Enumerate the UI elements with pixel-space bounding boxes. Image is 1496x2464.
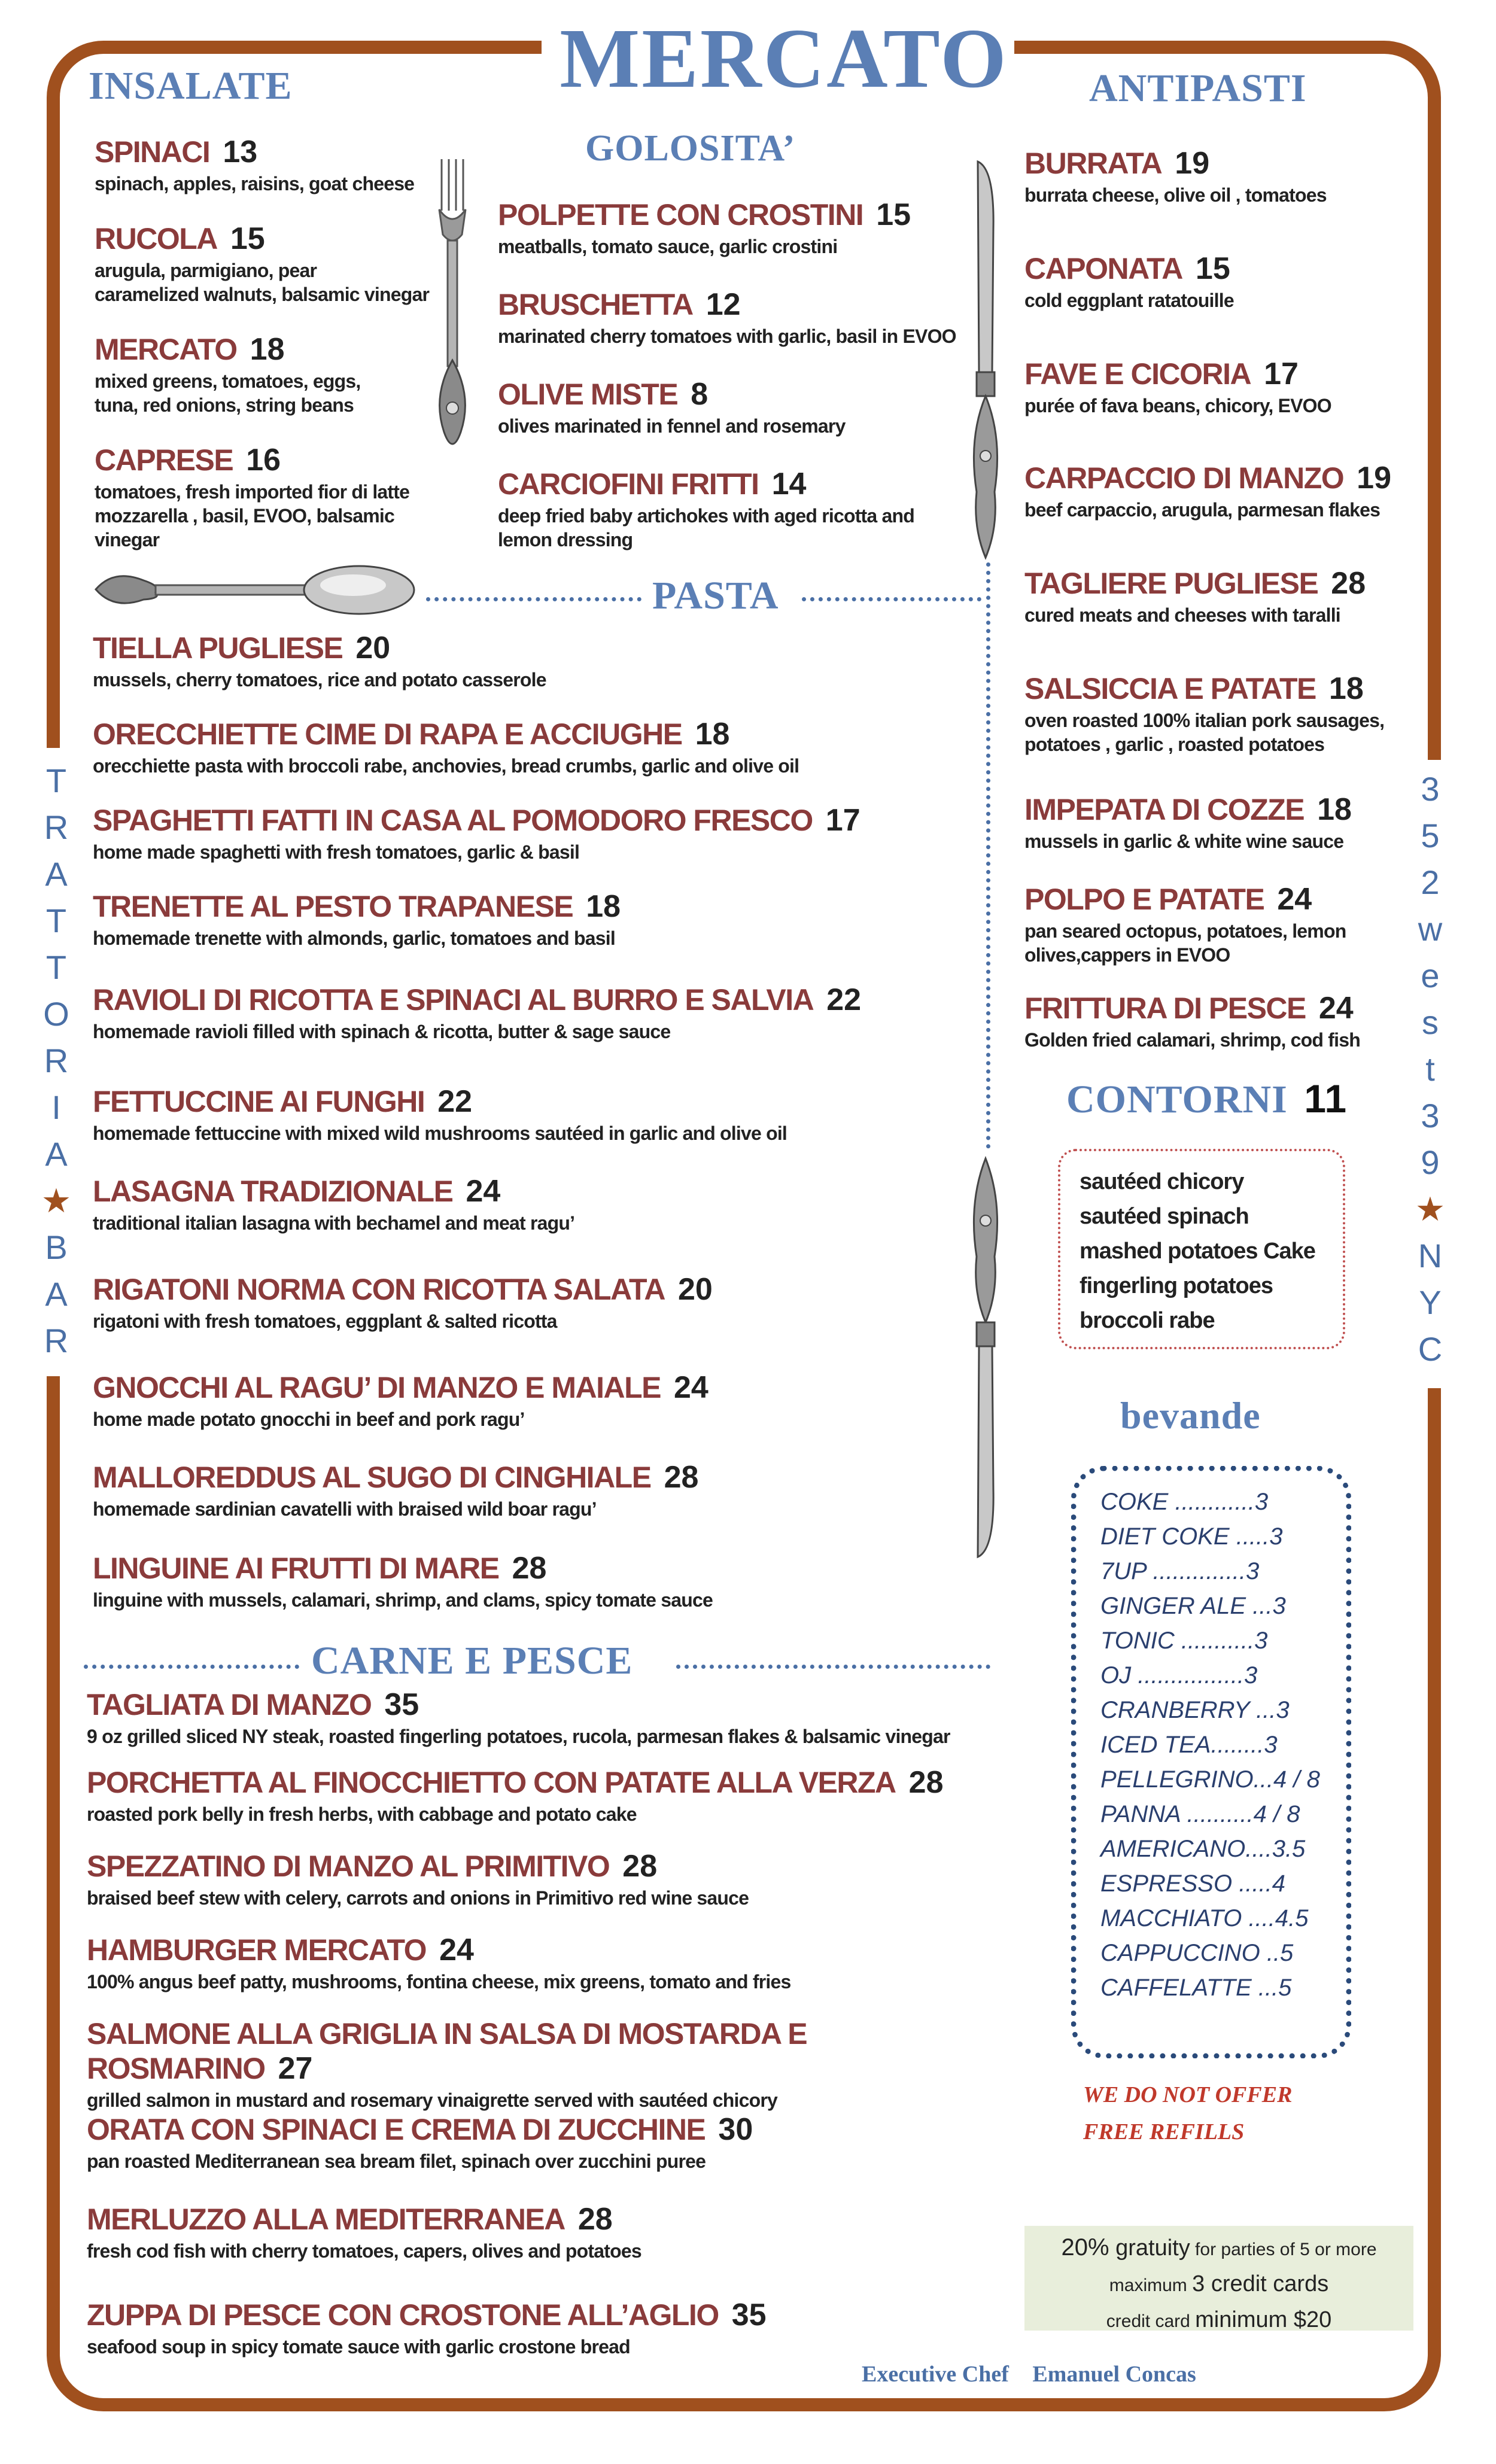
item-name-line (498, 287, 965, 322)
drink-item: PELLEGRINO...4 / 8 (1100, 1766, 1320, 1793)
item-price: 27 (278, 2051, 313, 2086)
item-name: SPEZZATINO DI MANZO AL PRIMITIVO (87, 1849, 610, 1883)
vertical-letter: R (44, 1042, 69, 1079)
item-description: traditional italian lasagna with bechamel and meat ragu’ (93, 1212, 575, 1234)
item-name-line (87, 2298, 996, 2332)
vertical-letter: 3 (1421, 770, 1440, 808)
vertical-trattoria-bar (32, 758, 80, 1364)
gratuity-minimum: minimum $20 (1195, 2307, 1332, 2332)
item-name: HAMBURGER MERCATO (87, 1933, 427, 1967)
item-description: 100% angus beef patty, mushrooms, fontina cheese, mix greens, tomato and fries (87, 1971, 791, 1993)
golosita-menu-item (498, 467, 965, 552)
restaurant-title: MERCATO (560, 11, 1008, 105)
item-name-line (87, 1687, 996, 1722)
vertical-letter: w (1418, 910, 1443, 948)
item-name-line (95, 135, 454, 169)
item-name-line (498, 467, 965, 501)
item-name: CAPONATA (1024, 252, 1182, 285)
gratuity-word: gratuity (1109, 2235, 1190, 2261)
heading-pasta: PASTA (652, 574, 779, 617)
refill-line: FREE REFILLS (1083, 2119, 1245, 2144)
vertical-letter: T (45, 948, 67, 986)
vertical-letter: e (1421, 957, 1440, 994)
gratuity-percent: 20% (1061, 2234, 1109, 2261)
item-name: LASAGNA TRADIZIONALE (93, 1175, 453, 1208)
chef-name: Emanuel Concas (1032, 2362, 1196, 2387)
item-description: potatoes , garlic , roasted potatoes (1024, 734, 1325, 755)
pasta-menu-item (93, 631, 990, 692)
vertical-letter: 5 (1421, 817, 1440, 854)
item-name-line (1024, 671, 1413, 706)
item-description: pan seared octopus, potatoes, lemon (1024, 920, 1346, 942)
item-price: 17 (1264, 357, 1299, 391)
item-name-line (93, 1460, 990, 1495)
item-name-line (93, 803, 990, 838)
item-name-line (498, 377, 965, 412)
item-description: pan roasted Mediterranean sea bream filet, spinach over zucchini puree (87, 2150, 706, 2172)
item-description: marinated cherry tomatoes with garlic, basil in EVOO (498, 326, 956, 347)
item-name: BRUSCHETTA (498, 288, 693, 321)
gratuity-maximum: maximum (1109, 2276, 1193, 2295)
pasta-menu-item (93, 1370, 990, 1431)
vertical-letter: N (1418, 1237, 1443, 1274)
item-name-line (87, 1933, 996, 1967)
item-name-line (93, 1370, 990, 1405)
item-name-line (93, 717, 990, 752)
item-description: deep fried baby artichokes with aged ricotta and (498, 505, 914, 527)
item-description: 9 oz grilled sliced NY steak, roasted fingerling potatoes, rucola, parmesan flakes & balsamic vinegar (87, 1726, 950, 1747)
item-name: FAVE E CICORIA (1024, 357, 1251, 391)
contorni-item: broccoli rabe (1080, 1308, 1215, 1333)
heading-insalate: INSALATE (89, 64, 293, 108)
item-name: MALLOREDDUS AL SUGO DI CINGHIALE (93, 1461, 651, 1494)
item-name-line (93, 982, 990, 1017)
item-description: caramelized walnuts, balsamic vinegar (95, 284, 430, 305)
item-name-line (87, 1765, 996, 1800)
item-name-line (93, 1084, 990, 1119)
contorni-item: sautéed spinach (1080, 1204, 1249, 1229)
item-name-line (93, 889, 990, 924)
item-name-line (1024, 146, 1413, 181)
gratuity-cards: 3 credit cards (1192, 2271, 1329, 2296)
item-name-line (95, 332, 454, 367)
refill-notice (1083, 2076, 1292, 2150)
drink-item: ICED TEA........3 (1100, 1732, 1278, 1758)
gratuity-box (1024, 2226, 1413, 2331)
vertical-letter: A (45, 1135, 68, 1173)
vertical-letter: Y (1419, 1283, 1442, 1321)
item-description: vinegar (95, 529, 160, 550)
carne-menu-item (87, 2112, 996, 2173)
item-name: BURRATA (1024, 147, 1162, 180)
carne-rule-right (676, 1665, 990, 1669)
chef-role: Executive Chef (862, 2362, 1009, 2387)
item-description: homemade fettuccine with mixed wild mushrooms sautéed in garlic and olive oil (93, 1123, 787, 1144)
vertical-letter: A (45, 1275, 68, 1313)
item-description: meatballs, tomato sauce, garlic crostini (498, 236, 838, 257)
gratuity-party: for parties of 5 or more (1190, 2240, 1377, 2259)
item-price: 35 (731, 2298, 767, 2332)
item-description: tuna, red onions, string beans (95, 394, 354, 416)
antipasti-menu-item (1024, 146, 1413, 207)
item-description: seafood soup in spicy tomate sauce with garlic crostone bread (87, 2336, 630, 2357)
insalate-menu-item (95, 443, 454, 552)
item-name: RAVIOLI DI RICOTTA E SPINACI AL BURRO E SALVIA (93, 983, 814, 1017)
item-name: MERLUZZO ALLA MEDITERRANEA (87, 2203, 565, 2236)
item-price: 15 (876, 197, 911, 232)
carne-menu-item (87, 1933, 996, 1994)
item-name: RUCOLA (95, 222, 217, 255)
item-name: SPAGHETTI FATTI IN CASA AL POMODORO FRESCO (93, 804, 813, 837)
antipasti-menu-item (1024, 991, 1413, 1052)
heading-golosita: GOLOSITA’ (585, 128, 796, 169)
star-icon: ★ (1415, 1190, 1446, 1228)
item-description: braised beef stew with celery, carrots and onions in Primitivo red wine sauce (87, 1887, 749, 1909)
item-price: 18 (1328, 671, 1364, 706)
pasta-rule-right (802, 597, 981, 601)
vertical-letter: 3 (1421, 1097, 1440, 1134)
item-name-line (87, 1849, 996, 1884)
item-name-line (87, 2112, 996, 2147)
item-name-line (498, 197, 965, 232)
item-name: OLIVE MISTE (498, 378, 678, 411)
pasta-menu-item (93, 1460, 990, 1521)
item-price: 28 (577, 2202, 613, 2237)
vertical-letter: B (45, 1228, 68, 1266)
item-description: beef carpaccio, arugula, parmesan flakes (1024, 499, 1381, 521)
item-name-line (95, 221, 454, 256)
item-name-line (93, 1551, 990, 1586)
antipasti-menu-item (1024, 357, 1413, 418)
refill-line: WE DO NOT OFFER (1083, 2082, 1293, 2107)
item-price: 24 (466, 1174, 501, 1209)
item-name: SALMONE ALLA GRIGLIA IN SALSA DI MOSTARDA E ROSMARINO (87, 2017, 807, 2085)
item-price: 28 (622, 1849, 658, 1884)
vertical-letter: R (44, 1322, 69, 1359)
heading-bevande: bevande (1120, 1394, 1261, 1437)
drink-item: CAFFELATTE ...5 (1100, 1975, 1292, 2001)
item-description: olives marinated in fennel and rosemary (498, 415, 846, 437)
item-name-line (1024, 991, 1413, 1026)
item-name: FRITTURA DI PESCE (1024, 991, 1306, 1025)
item-name-line (1024, 461, 1413, 495)
carne-menu-item (87, 2202, 996, 2263)
vertical-letter: s (1422, 1003, 1439, 1041)
vertical-address (1406, 766, 1454, 1373)
drink-item: GINGER ALE ...3 (1100, 1593, 1286, 1619)
item-name-line (1024, 251, 1413, 286)
carne-menu-item (87, 1765, 996, 1826)
carne-menu-item (87, 1687, 996, 1748)
drink-item: DIET COKE .....3 (1100, 1523, 1283, 1550)
item-description: cured meats and cheeses with taralli (1024, 604, 1340, 626)
spoon-icon (90, 562, 419, 616)
item-name-line (95, 443, 454, 477)
golosita-menu-item (498, 377, 965, 438)
drink-item: AMERICANO....3.5 (1100, 1836, 1306, 1862)
item-name: CARPACCIO DI MANZO (1024, 461, 1344, 495)
contorni-box (1058, 1149, 1345, 1349)
antipasti-menu-item (1024, 461, 1413, 522)
item-name-line (1024, 566, 1413, 601)
pasta-menu-item (93, 1084, 990, 1145)
item-name: POLPO E PATATE (1024, 883, 1264, 916)
vertical-letter: 9 (1421, 1143, 1440, 1181)
drink-item: MACCHIATO ....4.5 (1100, 1905, 1309, 1931)
item-price: 24 (439, 1933, 474, 1967)
contorni-price: 11 (1304, 1076, 1348, 1121)
pasta-menu-item (93, 717, 990, 778)
item-name-line (93, 631, 990, 665)
item-description: cold eggplant ratatouille (1024, 290, 1234, 311)
item-name-line (87, 2202, 996, 2237)
pasta-menu-item (93, 889, 990, 950)
item-price: 18 (586, 889, 621, 924)
vertical-letter: T (45, 762, 67, 799)
item-description: mozzarella , basil, EVOO, balsamic (95, 505, 395, 527)
item-name: SALSICCIA E PATATE (1024, 672, 1316, 705)
insalate-menu-item (95, 332, 454, 417)
star-icon: ★ (41, 1182, 72, 1219)
item-price: 8 (691, 377, 709, 412)
item-description: lemon dressing (498, 529, 633, 550)
item-price: 15 (1195, 251, 1230, 286)
item-name: ORECCHIETTE CIME DI RAPA E ACCIUGHE (93, 717, 682, 751)
gratuity-credit: credit card (1106, 2311, 1196, 2331)
carne-rule-left (84, 1665, 299, 1669)
item-price: 28 (512, 1551, 547, 1586)
item-price: 18 (1317, 792, 1352, 827)
antipasti-menu-item (1024, 566, 1413, 627)
pasta-rule-left (426, 597, 641, 601)
item-description: home made spaghetti with fresh tomatoes, garlic & basil (93, 841, 580, 863)
item-description: homemade sardinian cavatelli with braised wild boar ragu’ (93, 1498, 597, 1520)
pasta-menu-item (93, 1551, 990, 1612)
insalate-menu-item (95, 135, 454, 196)
item-name-line (1024, 792, 1413, 827)
item-name-line (87, 2016, 996, 2086)
item-price: 28 (908, 1765, 944, 1800)
carne-menu-item (87, 2016, 996, 2112)
knife-top-icon (965, 157, 1007, 564)
item-description: arugula, parmigiano, pear (95, 260, 317, 281)
item-description: spinach, apples, raisins, goat cheese (95, 173, 415, 194)
item-price: 13 (223, 135, 258, 169)
item-price: 15 (230, 221, 265, 256)
drink-item: CRANBERRY ...3 (1100, 1697, 1290, 1723)
vertical-letter: I (51, 1088, 61, 1126)
item-name-line (93, 1174, 990, 1209)
item-name: ORATA CON SPINACI E CREMA DI ZUCCHINE (87, 2113, 706, 2146)
item-name-line (93, 1272, 990, 1307)
item-description: oven roasted 100% italian pork sausages, (1024, 710, 1385, 731)
antipasti-menu-item (1024, 882, 1413, 967)
heading-carne-e-pesce: CARNE E PESCE (311, 1639, 633, 1683)
item-name-line (1024, 882, 1413, 917)
heading-contorni (1066, 1077, 1347, 1121)
vertical-letter: R (44, 808, 69, 846)
item-price: 24 (674, 1370, 709, 1405)
item-price: 28 (664, 1460, 699, 1495)
item-description: homemade trenette with almonds, garlic, tomatoes and basil (93, 927, 615, 949)
drink-item: OJ ................3 (1100, 1662, 1258, 1689)
vertical-letter: 2 (1421, 863, 1440, 901)
vertical-letter: C (1418, 1330, 1443, 1368)
drink-item: COKE ............3 (1100, 1489, 1269, 1515)
item-price: 17 (825, 803, 860, 838)
item-name: TRENETTE AL PESTO TRAPANESE (93, 890, 573, 923)
item-price: 12 (706, 287, 741, 322)
item-price: 22 (826, 982, 862, 1017)
drink-item: 7UP ..............3 (1100, 1558, 1260, 1584)
heading-antipasti: ANTIPASTI (1089, 66, 1307, 110)
item-description: linguine with mussels, calamari, shrimp, and clams, spicy tomate sauce (93, 1589, 713, 1611)
vertical-letter: t (1425, 1050, 1435, 1088)
item-price: 28 (1331, 566, 1366, 601)
golosita-menu-item (498, 287, 965, 348)
carne-menu-item (87, 1849, 996, 1910)
bevande-box (1071, 1466, 1351, 2058)
antipasti-menu-item (1024, 671, 1413, 756)
item-description: home made potato gnocchi in beef and pork ragu’ (93, 1409, 525, 1430)
contorni-item: mashed potatoes Cake (1080, 1239, 1315, 1264)
antipasti-menu-item (1024, 251, 1413, 312)
item-description: burrata cheese, olive oil , tomatoes (1024, 184, 1327, 206)
item-description: tomatoes, fresh imported fior di latte (95, 481, 410, 503)
contorni-item: sautéed chicory (1080, 1169, 1244, 1194)
item-description: Golden fried calamari, shrimp, cod fish (1024, 1029, 1360, 1051)
contorni-label: CONTORNI (1066, 1078, 1288, 1121)
item-name: MERCATO (95, 333, 237, 366)
item-name: TAGLIERE PUGLIESE (1024, 567, 1318, 600)
pasta-menu-item (93, 1174, 990, 1235)
item-price: 20 (677, 1272, 713, 1307)
item-name: PORCHETTA AL FINOCCHIETTO CON PATATE ALLA VERZA (87, 1766, 896, 1799)
golosita-menu-item (498, 197, 965, 258)
item-name: POLPETTE CON CROSTINI (498, 198, 863, 232)
vertical-letter: O (43, 995, 69, 1033)
item-description: grilled salmon in mustard and rosemary vinaigrette served with sautéed chicory (87, 2089, 777, 2111)
item-price: 19 (1175, 146, 1210, 181)
item-price: 19 (1357, 461, 1391, 495)
pasta-menu-item (93, 982, 990, 1044)
item-description: purée of fava beans, chicory, EVOO (1024, 395, 1331, 416)
item-description: mixed greens, tomatoes, eggs, (95, 370, 361, 392)
vertical-letter: A (45, 855, 68, 893)
item-name: CARCIOFINI FRITTI (498, 467, 759, 501)
drink-item: PANNA ..........4 / 8 (1100, 1801, 1300, 1827)
item-price: 24 (1318, 991, 1354, 1026)
contorni-item: fingerling potatoes (1080, 1273, 1273, 1298)
item-name: CAPRESE (95, 443, 233, 477)
drink-item: CAPPUCCINO ..5 (1100, 1940, 1294, 1966)
pasta-menu-item (93, 803, 990, 864)
item-description: orecchiette pasta with broccoli rabe, anchovies, bread crumbs, garlic and olive oil (93, 755, 799, 777)
antipasti-menu-item (1024, 792, 1413, 853)
item-name: LINGUINE AI FRUTTI DI MARE (93, 1552, 499, 1585)
item-name: SPINACI (95, 135, 210, 169)
carne-menu-item (87, 2298, 996, 2359)
pasta-menu-item (93, 1272, 990, 1333)
item-price: 18 (695, 717, 730, 752)
item-name: RIGATONI NORMA CON RICOTTA SALATA (93, 1273, 665, 1306)
vertical-letter: T (45, 902, 67, 939)
item-description: homemade ravioli filled with spinach & ricotta, butter & sage sauce (93, 1021, 671, 1042)
executive-chef (862, 2361, 1196, 2387)
item-name-line (1024, 357, 1413, 391)
item-price: 16 (246, 443, 281, 477)
item-name: GNOCCHI AL RAGU’ DI MANZO E MAIALE (93, 1371, 661, 1404)
item-description: roasted pork belly in fresh herbs, with cabbage and potato cake (87, 1803, 637, 1825)
item-price: 14 (771, 467, 807, 501)
item-price: 22 (437, 1084, 473, 1119)
item-name: IMPEPATA DI COZZE (1024, 793, 1305, 826)
item-description: olives,cappers in EVOO (1024, 944, 1230, 966)
item-description: fresh cod fish with cherry tomatoes, capers, olives and potatoes (87, 2240, 641, 2262)
item-price: 24 (1277, 882, 1312, 917)
item-name: TIELLA PUGLIESE (93, 631, 343, 665)
item-name: TAGLIATA DI MANZO (87, 1688, 372, 1721)
item-description: mussels, cherry tomatoes, rice and potato casserole (93, 669, 546, 690)
item-price: 18 (250, 332, 285, 367)
item-price: 35 (384, 1687, 419, 1722)
item-price: 20 (355, 631, 391, 665)
item-price: 30 (718, 2112, 753, 2147)
item-name: ZUPPA DI PESCE CON CROSTONE ALL’AGLIO (87, 2298, 719, 2332)
item-name: FETTUCCINE AI FUNGHI (93, 1085, 425, 1118)
drink-item: TONIC ...........3 (1100, 1628, 1268, 1654)
item-description: mussels in garlic & white wine sauce (1024, 831, 1344, 852)
insalate-menu-item (95, 221, 454, 306)
drink-item: ESPRESSO .....4 (1100, 1870, 1286, 1897)
item-description: rigatoni with fresh tomatoes, eggplant & salted ricotta (93, 1310, 557, 1332)
